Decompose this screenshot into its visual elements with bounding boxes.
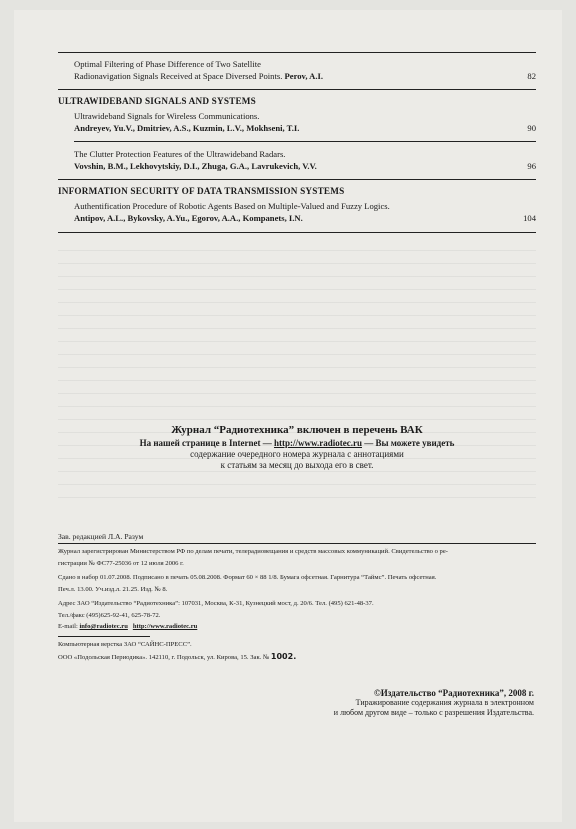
email-line xyxy=(58,621,532,633)
toc-entry-title: Authentification Procedure of Robotic Agents Based on Multiple-Valued and Fuzzy Logics. xyxy=(74,201,390,211)
toc-entry-page: 82 xyxy=(527,71,536,81)
registration-line: Журнал зарегистрирован Министерством РФ по делам печати, телерадиовещания и средств массовых коммуникаций. Свидетельство о ре- xyxy=(58,548,448,555)
copyright-line: ©Издательство “Радиотехника”, 2008 г. xyxy=(373,688,534,698)
copyright-block xyxy=(334,688,534,718)
announcement-text: — Вы можете увидеть xyxy=(364,438,455,448)
imprint-rule xyxy=(58,543,536,544)
announcement-text: к статьям за месяц до выхода его в свет. xyxy=(220,460,374,470)
toc-entry-title: The Clutter Protection Features of the Ultrawideband Radars. xyxy=(74,149,286,159)
address-line: Адрес ЗАО “Издательство “Радиотехника”: 107031, Москва, К-31, Кузнецкий мост, д. 20/6. Тел. (495) 621-48-37. xyxy=(58,600,374,607)
section-heading-uwb: ULTRAWIDEBAND SIGNALS AND SYSTEMS xyxy=(58,96,256,106)
section-rule xyxy=(58,89,536,90)
site-link[interactable]: http://www.radiotec.ru xyxy=(132,623,198,630)
copyright-note: и любом другом виде – только с разрешения Издательства. xyxy=(333,708,534,717)
toc-entry-page: 90 xyxy=(527,123,536,133)
entry-rule xyxy=(74,141,536,142)
order-number: 1002. xyxy=(270,651,297,661)
registration-line: гистрации № ФС77-25036 от 12 июля 2006 г. xyxy=(58,559,184,567)
email-link[interactable]: info@radiotec.ru xyxy=(79,623,128,630)
imprint-block xyxy=(58,546,532,633)
editor-line: Зав. редакцией Л.А. Разум xyxy=(58,532,144,541)
section-heading-infosec: INFORMATION SECURITY OF DATA TRANSMISSION SYSTEMS xyxy=(58,186,345,196)
copyright-note: Тиражирование содержания журнала в электронном xyxy=(355,698,534,707)
email-label: E-mail: xyxy=(58,623,78,630)
printer-line: ООО «Подольская Периодика». 142110, г. Подольск, ул. Кирова, 15. Зак. № 1002. xyxy=(58,651,297,661)
announcement-title: Журнал “Радиотехника” включен в перечень ВАК xyxy=(171,424,423,436)
announcement-text: содержание очередного номера журнала с аннотациями xyxy=(190,449,404,459)
toc-entry-authors: Antipov, A.L., Bykovsky, A.Yu., Egorov, A.A., Kompanets, I.N. xyxy=(74,213,303,223)
toc-entry-title: Ultrawideband Signals for Wireless Communications. xyxy=(74,111,260,121)
short-rule xyxy=(58,636,150,637)
printer-block xyxy=(58,639,532,663)
fax-line: Тел./факс (495)625-92-41, 625-78-72. xyxy=(58,611,161,619)
toc-entry-title-cont: Radionavigation Signals Received at Space Diversed Points. xyxy=(74,71,283,81)
toc-entry-perov xyxy=(74,58,536,82)
print-info-line: Сдано в набор 01.07.2008. Подписано в печать 05.08.2008. Формат 60 × 88 1/8. Бумага офсетная. Гарнитура “Таймс”. Печать офсетная. xyxy=(58,574,437,581)
toc-top-rule xyxy=(58,52,536,53)
toc-entry-authors: Andreyev, Yu.V., Dmitriev, A.S., Kuzmin, L.V., Mokhseni, T.I. xyxy=(74,123,300,133)
vak-announcement xyxy=(58,424,536,471)
toc-entry-authors: Perov, A.I. xyxy=(284,71,324,81)
toc-bottom-rule xyxy=(58,232,536,233)
toc-entry-andreyev xyxy=(74,110,536,134)
announcement-text: На нашей странице в Internet — xyxy=(139,438,272,448)
print-info-line: Печ.л. 13.00. Уч.изд.л. 21.25. Изд. № 8. xyxy=(58,585,168,593)
layout-line: Компьютерная верстка ЗАО “САЙНС-ПРЕСС”. xyxy=(58,641,192,648)
radiotec-link[interactable]: http://www.radiotec.ru xyxy=(273,438,362,448)
toc-entry-vovshin xyxy=(74,148,536,172)
document-page xyxy=(14,10,562,822)
toc-entry-authors: Vovshin, B.M., Lekhovytskiy, D.I., Zhuga, G.A., Lavrukevich, V.V. xyxy=(74,161,317,171)
section-rule xyxy=(58,179,536,180)
toc-entry-title: Optimal Filtering of Phase Difference of Two Satellite xyxy=(74,59,261,69)
toc-entry-page: 104 xyxy=(523,213,536,223)
toc-entry-page: 96 xyxy=(527,161,536,171)
toc-entry-antipov xyxy=(74,200,536,224)
bleed-through-texture xyxy=(58,250,536,510)
